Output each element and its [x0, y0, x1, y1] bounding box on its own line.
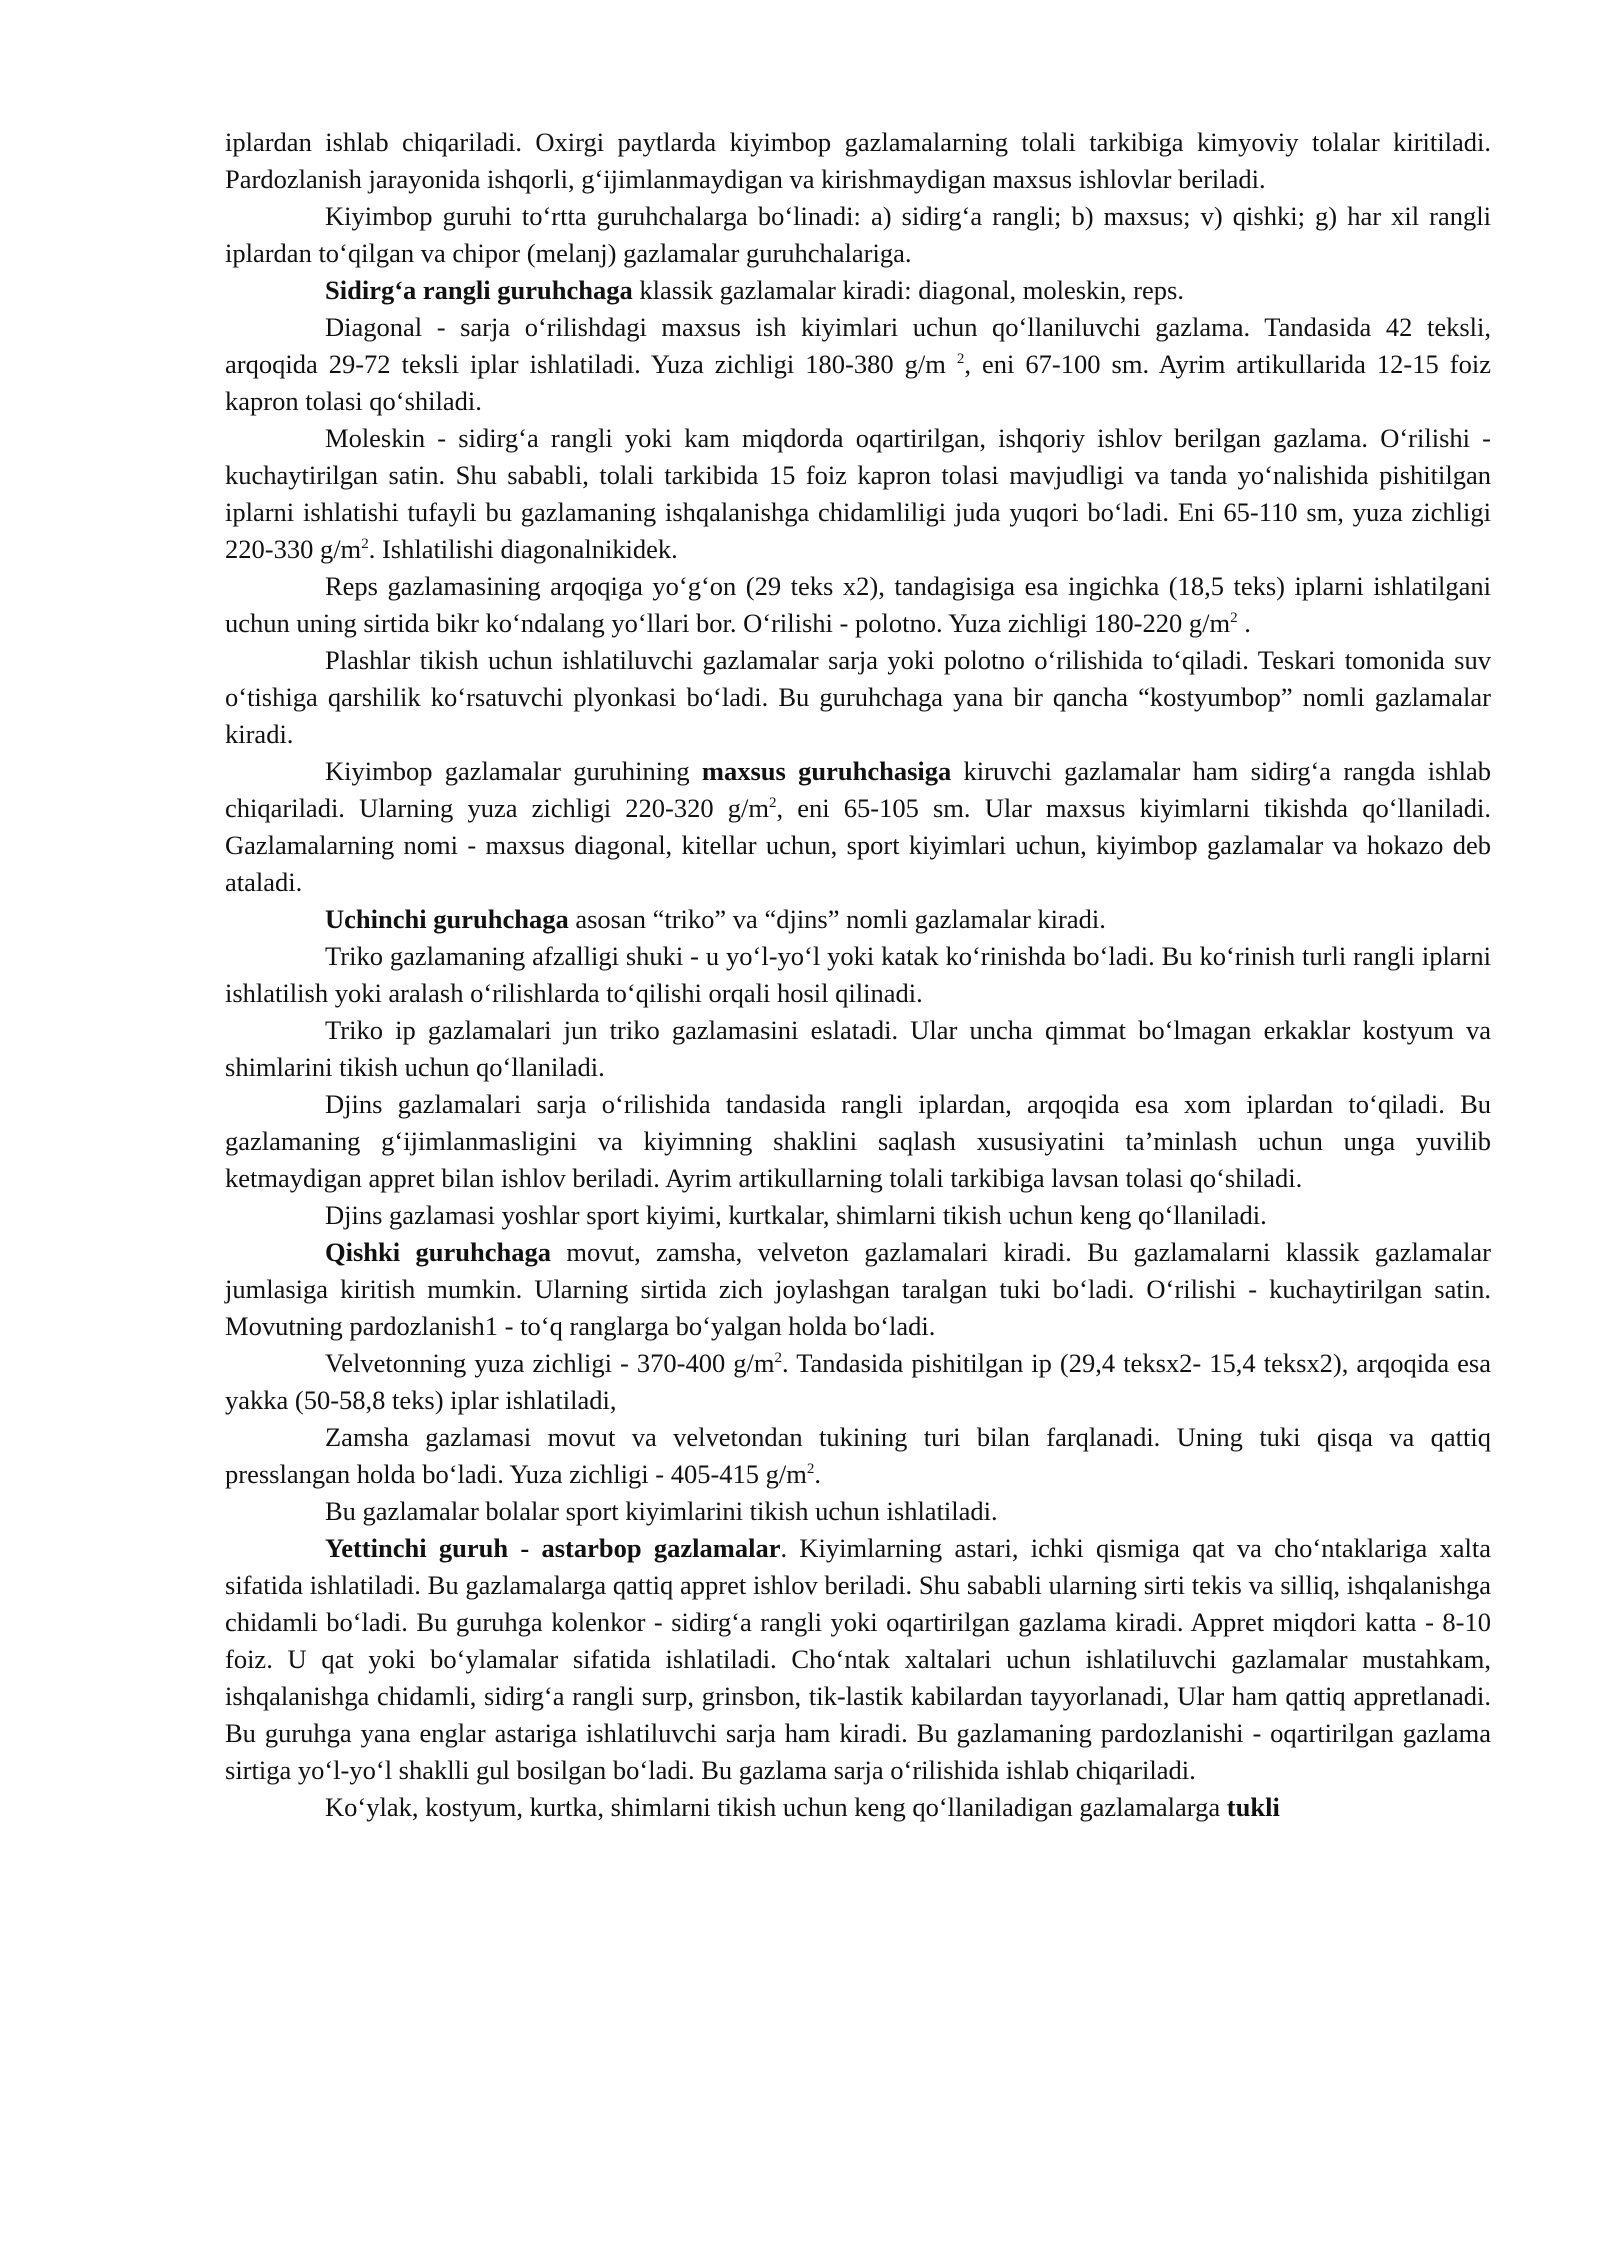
- text-run: .: [1237, 608, 1251, 638]
- superscript: 2: [956, 351, 965, 368]
- text-run: Djins gazlamasi yoshlar sport kiyimi, kurtkalar, shimlarni tikish uchun keng qo‘llaniladi.: [325, 1200, 1267, 1230]
- text-run: iplardan ishlab chiqariladi. Oxirgi paytlarda kiyimbop gazlamalarning tolali tarkibiga kimyoviy tolalar kiritiladi. Pardozlanish jarayonida ishqorli, g‘ijimlanmaydigan va kirishmaydigan maxsus ishlovlar beriladi.: [225, 127, 1491, 194]
- bold-term: Sidirg‘a rangli guruhchaga: [325, 275, 633, 305]
- paragraph: [225, 1789, 1491, 1826]
- text-run: Kiyimbop gazlamalar guruhining: [325, 756, 702, 786]
- paragraph: [225, 938, 1491, 1012]
- paragraph: [225, 1012, 1491, 1086]
- text-run: . Kiyimlarning astari, ichki qismiga qat va cho‘ntaklariga xalta sifatida ishlatiladi. Bu gazlamalarga qattiq appret ishlov beriladi. Shu sababli ularning sirti tekis va silliq, ishqalanishga chidamli bo‘ladi. Bu guruhga kolenkor - sidirg‘a rangli yoki oqartirilgan gazlama kiradi. Appret miqdori katta - 8-10 foiz. U qat yoki bo‘ylamalar sifatida ishlatiladi. Cho‘ntak xaltalari uchun ishlatiluvchi gazlamalar mustahkam, ishqalanishga chidamli, sidirg‘a rangli surp, grinsbon, tik-lastik kabilardan tayyorlanadi, Ular ham qattiq appretlanadi. Bu guruhga yana englar astariga ishlatiluvchi sarja ham kiradi. Bu gazlamaning pardozlanishi - oqartirilgan gazlama sirtiga yo‘l-yo‘l shaklli gul bosilgan bo‘ladi. Bu gazlama sarja o‘rilishida ishlab chiqariladi.: [225, 1533, 1491, 1785]
- paragraph: [225, 309, 1491, 420]
- paragraph: [225, 124, 1491, 198]
- paragraph: [225, 1530, 1491, 1789]
- paragraph: [225, 1345, 1491, 1419]
- paragraph: [225, 1234, 1491, 1345]
- superscript: 2: [1230, 610, 1238, 627]
- body-text: [225, 124, 1491, 1826]
- text-run: Bu gazlamalar bolalar sport kiyimlarini tikish uchun ishlatiladi.: [325, 1496, 998, 1526]
- text-run: Reps gazlamasining arqoqiga yo‘g‘on (29 teks x2), tandagisiga esa ingichka (18,5 teks) iplarni ishlatilgani uchun uning sirtida bikr ko‘ndalang yo‘llari bor. O‘rilishi - polotno. Yuza zichligi 180-220 g/m: [225, 571, 1491, 638]
- paragraph: [225, 568, 1491, 642]
- bold-term: maxsus guruhchasiga: [701, 756, 952, 786]
- paragraph: [225, 1419, 1491, 1493]
- text-run: Plashlar tikish uchun ishlatiluvchi gazlamalar sarja yoki polotno o‘rilishida to‘qiladi. Teskari tomonida suv o‘tishiga qarshilik ko‘rsatuvchi plyonkasi bo‘ladi. Bu guruhchaga yana bir qancha “kostyumbop” nomli gazlamalar kiradi.: [225, 645, 1491, 749]
- paragraph: [225, 1197, 1491, 1234]
- text-run: . Ishlatilishi diagonalnikidek.: [368, 534, 678, 564]
- bold-term: Uchinchi guruhchaga: [325, 904, 569, 934]
- paragraph: [225, 198, 1491, 272]
- text-run: .: [814, 1459, 821, 1489]
- bold-term: Yettinchi guruh - astarbop gazlamalar: [325, 1533, 781, 1563]
- paragraph: [225, 753, 1491, 901]
- paragraph: [225, 1086, 1491, 1197]
- superscript: 2: [774, 1350, 782, 1367]
- superscript: 2: [361, 536, 369, 553]
- paragraph: [225, 272, 1491, 309]
- text-run: , eni 67-100 sm. Ayrim artikullarida 12-15 foiz kapron tolasi qo‘shiladi.: [225, 349, 1491, 416]
- text-run: kiruvchi gazlamalar ham sidirg‘a rangda ishlab chiqariladi. Ularning yuza zichligi 220-320 g/m: [225, 756, 1492, 823]
- text-run: , eni 65-105 sm. Ular maxsus kiyimlarni tikishda qo‘llaniladi. Gazlamalarning nomi - maxsus diagonal, kitellar uchun, sport kiyimlari uchun, kiyimbop gazlamalar va hokazo deb ataladi.: [225, 793, 1491, 897]
- text-run: movut, zamsha, velveton gazlamalari kiradi. Bu gazlamalarni klassik gazlamalar jumlasiga kiritish mumkin. Ularning sirtida zich joylashgan taralgan tuki bo‘ladi. O‘rilishi - kuchaytirilgan satin. Movutning pardozlanish1 - to‘q ranglarga bo‘yalgan holda bo‘ladi.: [225, 1237, 1491, 1341]
- text-run: Kiyimbop guruhi to‘rtta guruhchalarga bo‘linadi: a) sidirg‘a rangli; b) maxsus; v) qishki; g) har xil rangli iplardan to‘qilgan va chipor (melanj) gazlamalar guruhchalariga.: [225, 201, 1491, 268]
- paragraph: [225, 642, 1491, 753]
- text-run: Zamsha gazlamasi movut va velvetondan tukining turi bilan farqlanadi. Uning tuki qisqa va qattiq presslangan holda bo‘ladi. Yuza zichligi - 405-415 g/m: [225, 1422, 1491, 1489]
- paragraph: [225, 420, 1491, 568]
- text-run: Ko‘ylak, kostyum, kurtka, shimlarni tikish uchun keng qo‘llaniladigan gazlamalarga: [325, 1792, 1227, 1822]
- paragraph: [225, 901, 1491, 938]
- text-run: Triko ip gazlamalari jun triko gazlamasini eslatadi. Ular uncha qimmat bo‘lmagan erkaklar kostyum va shimlarini tikish uchun qo‘llaniladi.: [225, 1015, 1491, 1082]
- text-run: klassik gazlamalar kiradi: diagonal, moleskin, reps.: [632, 275, 1184, 305]
- superscript: 2: [806, 1461, 815, 1478]
- text-run: Triko gazlamaning afzalligi shuki - u yo‘l-yo‘l yoki katak ko‘rinishda bo‘ladi. Bu ko‘rinish turli rangli iplarni ishlatilish yoki aralash o‘rilishlarda to‘qilishi orqali hosil qilinadi.: [225, 941, 1491, 1008]
- bold-term: Qishki guruhchaga: [325, 1237, 552, 1267]
- text-run: Velvetonning yuza zichligi - 370-400 g/m: [325, 1348, 775, 1378]
- superscript: 2: [768, 795, 777, 812]
- text-run: Diagonal - sarja o‘rilishdagi maxsus ish kiyimlari uchun qo‘llaniluvchi gazlama. Tandasida 42 teksli, arqoqida 29-72 teksli iplar ishlatiladi. Yuza zichligi 180-380 g/m: [225, 312, 1491, 379]
- text-run: Djins gazlamalari sarja o‘rilishida tandasida rangli iplardan, arqoqida esa xom iplardan to‘qiladi. Bu gazlamaning g‘ijimlanmasligini va kiyimning shaklini saqlash xususiyatini ta’minlash uchun unga yuvilib ketmaydigan appret bilan ishlov beriladi. Ayrim artikullarning tolali tarkibiga lavsan tolasi qo‘shiladi.: [225, 1089, 1491, 1193]
- text-run: asosan “triko” va “djins” nomli gazlamalar kiradi.: [568, 904, 1106, 934]
- paragraph: [225, 1493, 1491, 1530]
- text-run: Moleskin - sidirg‘a rangli yoki kam miqdorda oqartirilgan, ishqoriy ishlov berilgan gazlama. O‘rilishi - kuchaytirilgan satin. Shu sababli, tolali tarkibida 15 foiz kapron tolasi mavjudligi va tanda yo‘nalishida pishitilgan iplarni ishlatishi tufayli bu gazlamaning ishqalanishga chidamliligi juda yuqori bo‘ladi. Eni 65-110 sm, yuza zichligi 220-330 g/m: [225, 423, 1491, 564]
- bold-term: tukli: [1226, 1792, 1280, 1822]
- text-run: . Tandasida pishitilgan ip (29,4 teksx2- 15,4 teksx2), arqoqida esa yakka (50-58,8 teks) iplar ishlatiladi,: [225, 1348, 1492, 1415]
